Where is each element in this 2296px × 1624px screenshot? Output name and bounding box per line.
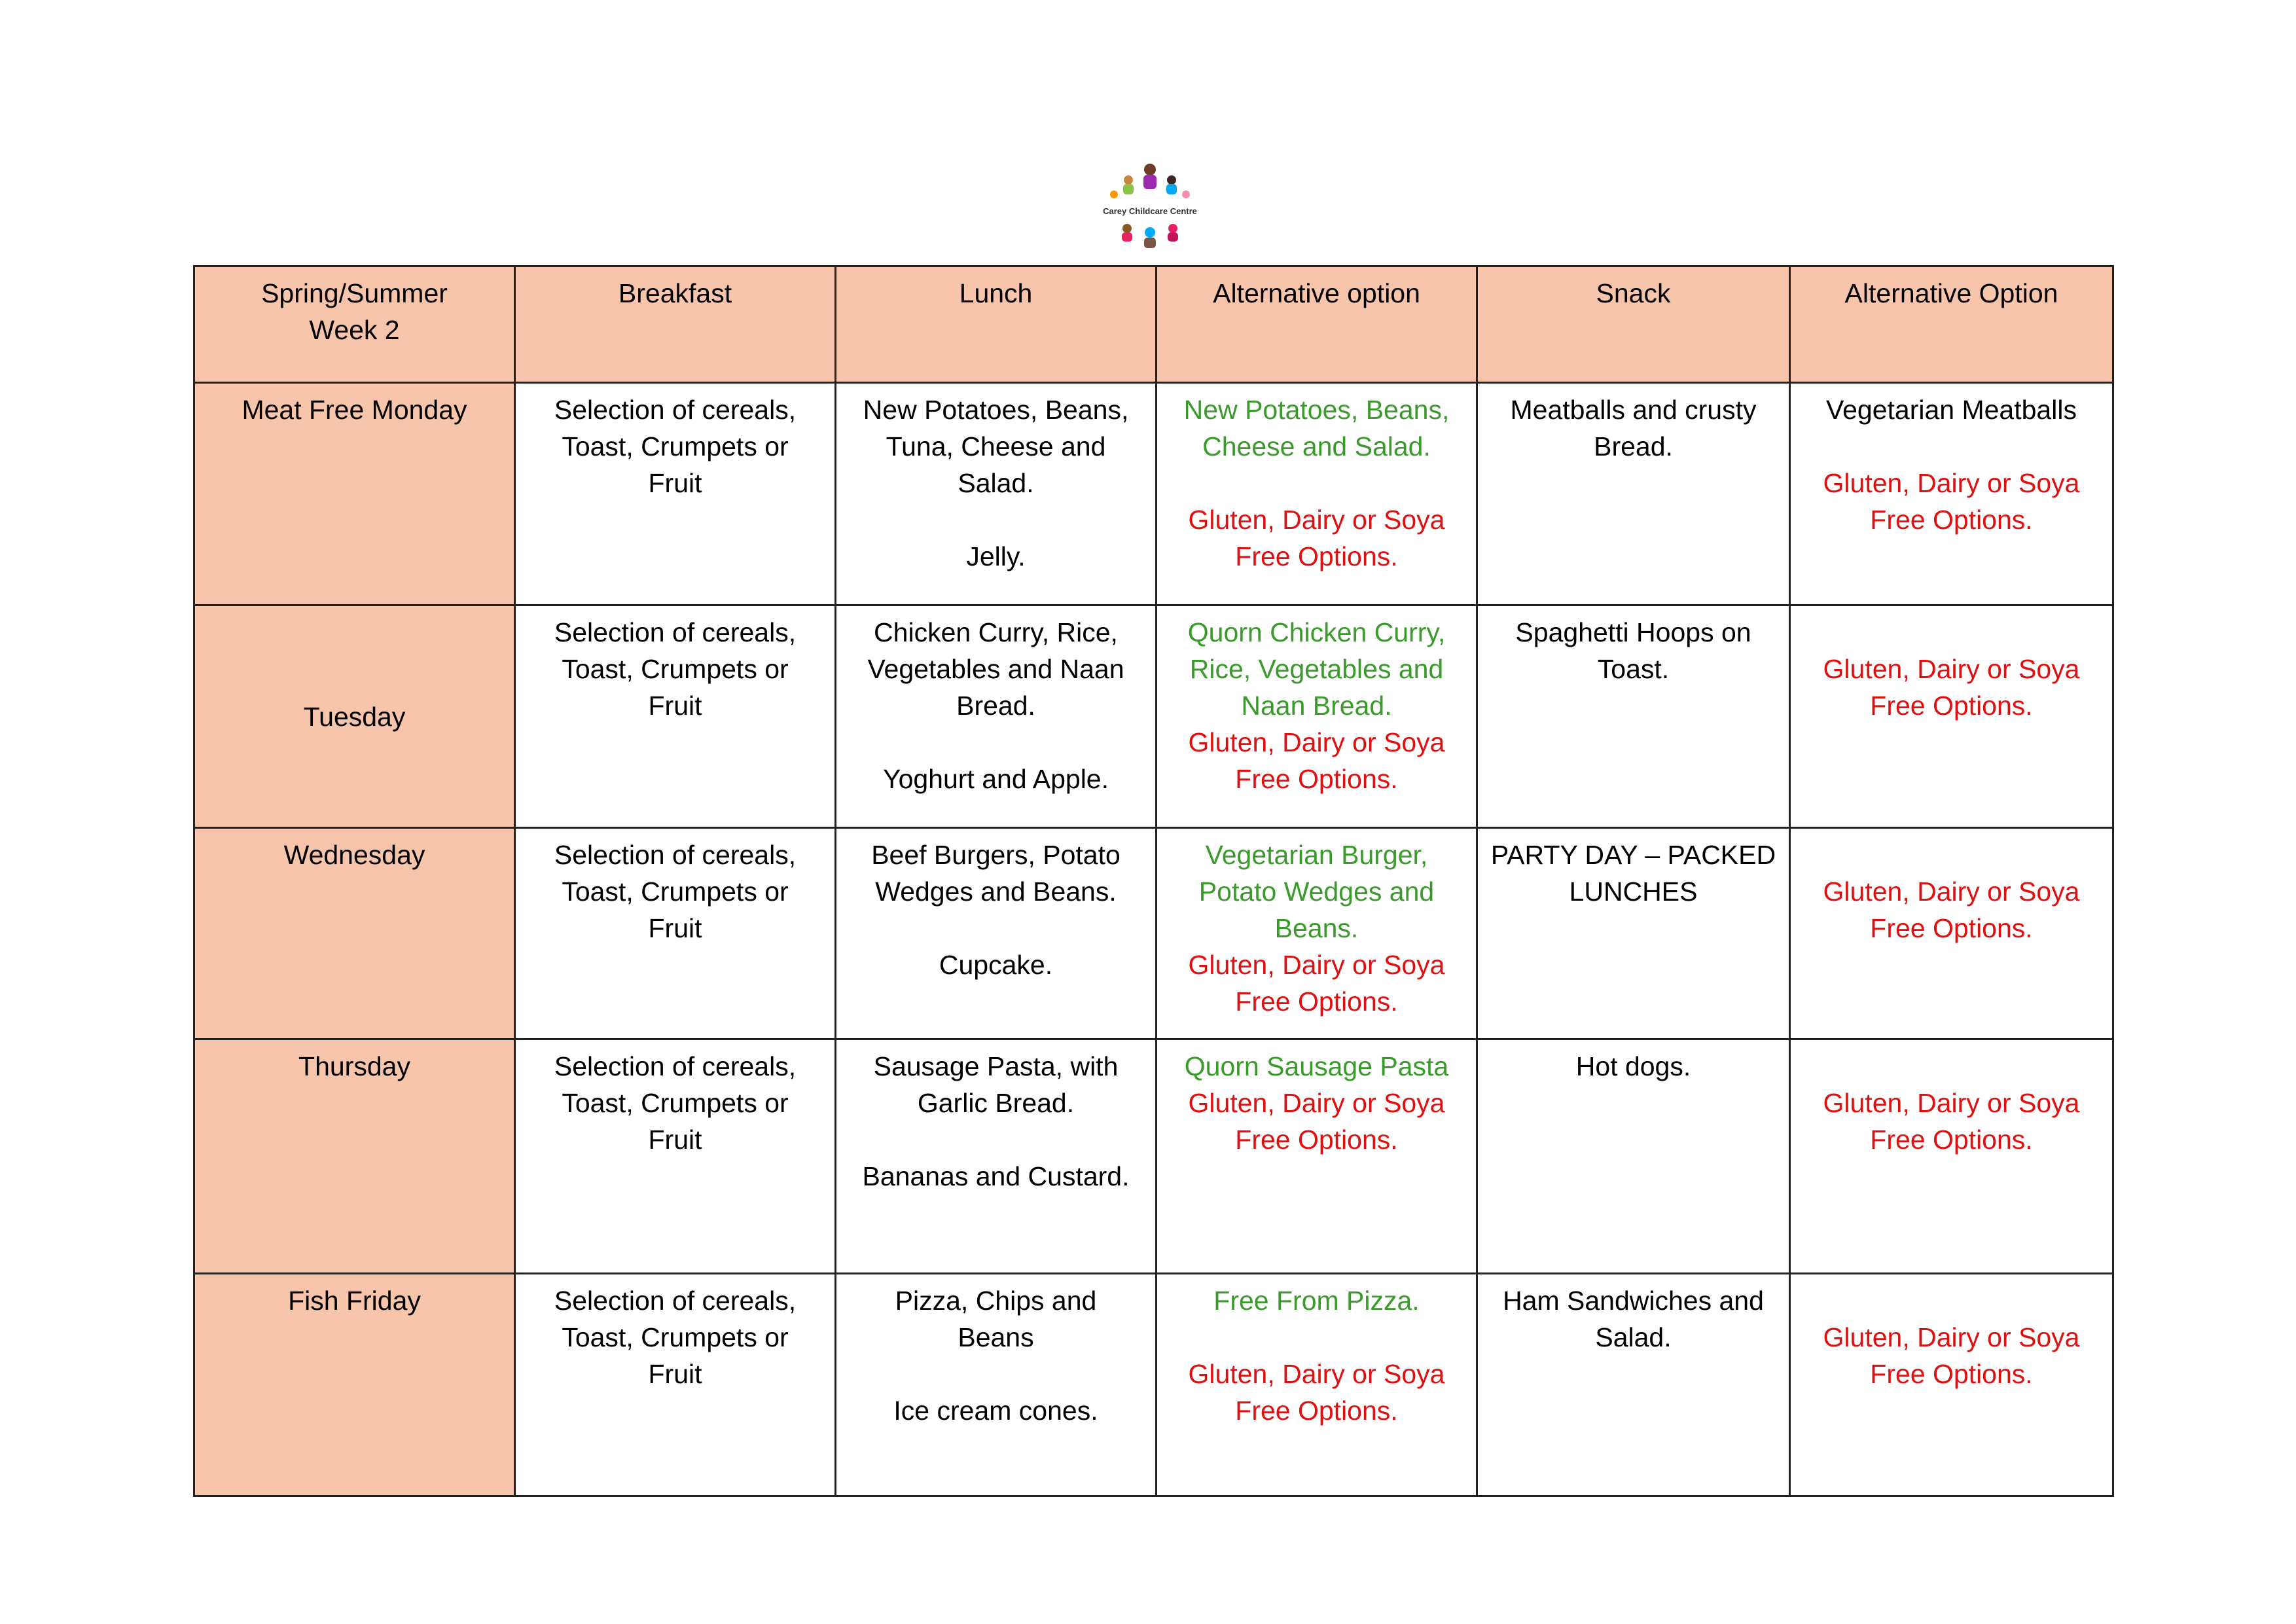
- snack-cell: [1477, 1039, 1790, 1274]
- lunch-cell: [836, 605, 1157, 828]
- snack-cell: [1477, 828, 1790, 1039]
- breakfast-line: Fruit: [648, 1125, 702, 1155]
- alternative-line: Rice, Vegetables and: [1189, 654, 1444, 684]
- alternative-snack-cell: [1790, 605, 2113, 828]
- dessert-line: Bananas and Custard.: [862, 1161, 1130, 1191]
- breakfast-line: Toast, Crumpets or: [562, 1322, 789, 1352]
- lunch-line: Pizza, Chips and: [895, 1286, 1097, 1316]
- snack-cell: [1477, 383, 1790, 605]
- alternative-line: Naan Bread.: [1241, 691, 1392, 721]
- snack-line: Toast.: [1597, 654, 1670, 684]
- free-from-line: Gluten, Dairy or Soya: [1188, 950, 1445, 980]
- lunch-cell: [836, 383, 1157, 605]
- free-from-line: Gluten, Dairy or Soya: [1188, 727, 1445, 757]
- snack-cell: [1477, 605, 1790, 828]
- breakfast-cell: [515, 1274, 836, 1496]
- snack-line: PARTY DAY – PACKED: [1490, 840, 1776, 870]
- snack-line: Spaghetti Hoops on: [1515, 617, 1751, 647]
- snack-line: Bread.: [1594, 431, 1673, 461]
- free-from-line: Free Options.: [1870, 505, 2033, 535]
- snack-line: Ham Sandwiches and: [1503, 1286, 1764, 1316]
- season-label: Spring/Summer: [261, 278, 448, 308]
- dessert-line: Jelly.: [966, 541, 1026, 571]
- weekly-menu-table: [193, 265, 2114, 1497]
- lunch-line: Vegetables and Naan: [867, 654, 1124, 684]
- table-row: [194, 828, 2113, 1039]
- snack-cell: [1477, 1274, 1790, 1496]
- day-label: Thursday: [194, 1039, 515, 1274]
- table-row: [194, 605, 2113, 828]
- alternative-snack-cell: [1790, 1039, 2113, 1274]
- free-from-line: Gluten, Dairy or Soya: [1823, 468, 2080, 498]
- breakfast-line: Fruit: [648, 913, 702, 943]
- alternative-line: Free From Pizza.: [1213, 1286, 1420, 1316]
- dessert-line: Ice cream cones.: [893, 1396, 1098, 1426]
- day-label: Wednesday: [194, 828, 515, 1039]
- breakfast-line: Selection of cereals,: [554, 1286, 797, 1316]
- free-from-line: Gluten, Dairy or Soya: [1188, 1359, 1445, 1389]
- col-header-snack: Snack: [1477, 266, 1790, 383]
- breakfast-line: Toast, Crumpets or: [562, 431, 789, 461]
- alternative-cell: [1157, 1274, 1477, 1496]
- lunch-cell: [836, 828, 1157, 1039]
- lunch-line: Bread.: [956, 691, 1035, 721]
- week-label: Week 2: [309, 315, 400, 345]
- day-label: Meat Free Monday: [194, 383, 515, 605]
- season-week-cell: [194, 266, 515, 383]
- snack-line: Salad.: [1595, 1322, 1672, 1352]
- snack-line: LUNCHES: [1569, 876, 1698, 907]
- alternative-line: Quorn Sausage Pasta: [1184, 1051, 1449, 1081]
- breakfast-line: Toast, Crumpets or: [562, 1088, 789, 1118]
- breakfast-cell: [515, 383, 836, 605]
- free-from-line: Free Options.: [1870, 1359, 2033, 1389]
- table-row: [194, 1039, 2113, 1274]
- lunch-line: Chicken Curry, Rice,: [874, 617, 1118, 647]
- breakfast-cell: [515, 1039, 836, 1274]
- nursery-logo: [1088, 160, 1212, 252]
- lunch-line: Tuna, Cheese and: [886, 431, 1106, 461]
- free-from-line: Gluten, Dairy or Soya: [1188, 1088, 1445, 1118]
- snack-line: Hot dogs.: [1575, 1051, 1691, 1081]
- alternative-cell: [1157, 605, 1477, 828]
- col-header-lunch: Lunch: [836, 266, 1157, 383]
- free-from-line: Gluten, Dairy or Soya: [1188, 505, 1445, 535]
- logo-text: Carey Childcare Centre: [1103, 206, 1197, 216]
- table-row: [194, 383, 2113, 605]
- lunch-cell: [836, 1274, 1157, 1496]
- lunch-line: Salad.: [958, 468, 1034, 498]
- breakfast-cell: [515, 605, 836, 828]
- dessert-line: Yoghurt and Apple.: [882, 764, 1109, 794]
- alternative-cell: [1157, 383, 1477, 605]
- breakfast-cell: [515, 828, 836, 1039]
- alternative-snack-cell: [1790, 828, 2113, 1039]
- children-circle-logo-icon: [1088, 160, 1212, 252]
- free-from-line: Free Options.: [1235, 764, 1398, 794]
- day-label: Tuesday: [194, 605, 515, 828]
- free-from-line: Free Options.: [1870, 1125, 2033, 1155]
- breakfast-line: Selection of cereals,: [554, 617, 797, 647]
- breakfast-line: Fruit: [648, 691, 702, 721]
- free-from-line: Gluten, Dairy or Soya: [1823, 876, 2080, 907]
- alternative-line: Cheese and Salad.: [1202, 431, 1431, 461]
- alternative-line: Potato Wedges and: [1198, 876, 1435, 907]
- free-from-line: Free Options.: [1235, 986, 1398, 1017]
- free-from-line: Free Options.: [1870, 913, 2033, 943]
- lunch-line: Garlic Bread.: [917, 1088, 1075, 1118]
- breakfast-line: Selection of cereals,: [554, 840, 797, 870]
- alternative-snack-line: Vegetarian Meatballs: [1826, 395, 2077, 425]
- free-from-line: Gluten, Dairy or Soya: [1823, 1088, 2080, 1118]
- dessert-line: Cupcake.: [939, 950, 1053, 980]
- free-from-line: Free Options.: [1235, 1396, 1398, 1426]
- lunch-line: Wedges and Beans.: [875, 876, 1117, 907]
- free-from-line: Free Options.: [1235, 541, 1398, 571]
- free-from-line: Free Options.: [1235, 1125, 1398, 1155]
- alternative-snack-cell: [1790, 1274, 2113, 1496]
- day-label: Fish Friday: [194, 1274, 515, 1496]
- lunch-cell: [836, 1039, 1157, 1274]
- free-from-line: Gluten, Dairy or Soya: [1823, 1322, 2080, 1352]
- breakfast-line: Selection of cereals,: [554, 1051, 797, 1081]
- col-header-breakfast: Breakfast: [515, 266, 836, 383]
- alternative-snack-cell: [1790, 383, 2113, 605]
- breakfast-line: Fruit: [648, 1359, 702, 1389]
- table-row: [194, 1274, 2113, 1496]
- lunch-line: Beef Burgers, Potato: [871, 840, 1121, 870]
- free-from-line: Free Options.: [1870, 691, 2033, 721]
- breakfast-line: Selection of cereals,: [554, 395, 797, 425]
- breakfast-line: Toast, Crumpets or: [562, 654, 789, 684]
- col-header-alternative-option: Alternative option: [1157, 266, 1477, 383]
- alternative-cell: [1157, 1039, 1477, 1274]
- alternative-line: Beans.: [1274, 913, 1359, 943]
- header-row: [194, 266, 2113, 383]
- snack-line: Meatballs and crusty: [1510, 395, 1757, 425]
- free-from-line: Gluten, Dairy or Soya: [1823, 654, 2080, 684]
- breakfast-line: Fruit: [648, 468, 702, 498]
- breakfast-line: Toast, Crumpets or: [562, 876, 789, 907]
- lunch-line: New Potatoes, Beans,: [863, 395, 1129, 425]
- alternative-line: Quorn Chicken Curry,: [1187, 617, 1446, 647]
- col-header-alternative-option-2: Alternative Option: [1790, 266, 2113, 383]
- lunch-line: Sausage Pasta, with: [873, 1051, 1119, 1081]
- alternative-cell: [1157, 828, 1477, 1039]
- lunch-line: Beans: [958, 1322, 1034, 1352]
- alternative-line: New Potatoes, Beans,: [1183, 395, 1450, 425]
- alternative-line: Vegetarian Burger,: [1205, 840, 1428, 870]
